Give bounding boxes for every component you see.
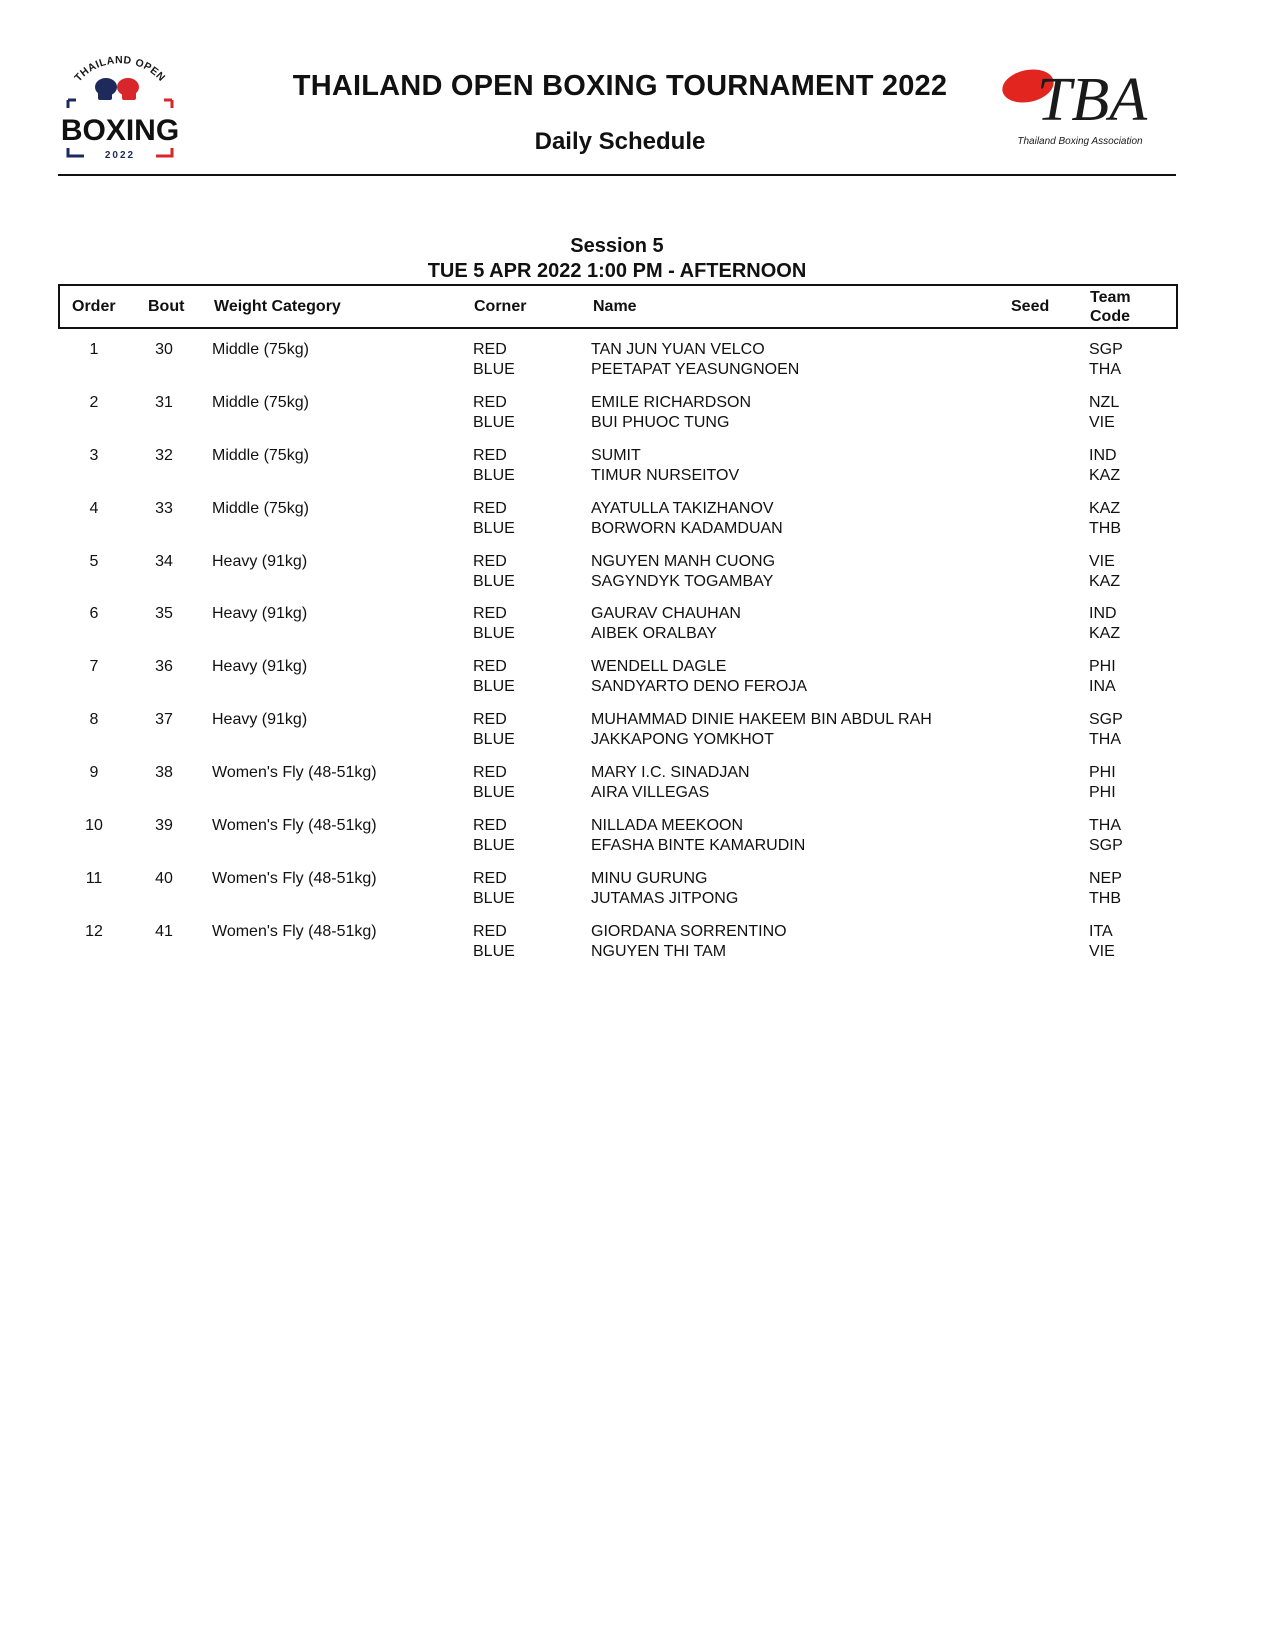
tba-letters: TBA (1036, 66, 1148, 134)
bout-number: 34 (155, 552, 173, 570)
bout-number: 39 (155, 817, 173, 835)
column-header-corner: Corner (474, 298, 527, 315)
bout-order: 8 (89, 711, 99, 729)
blue-team-code: SGP (1089, 837, 1123, 855)
red-boxer-name: AYATULLA TAKIZHANOV (591, 499, 774, 517)
logo-year: 2022 (104, 150, 136, 161)
red-boxer-name: TAN JUN YUAN VELCO (591, 341, 765, 358)
bout-row (58, 389, 1176, 442)
red-corner-label: RED (473, 552, 507, 570)
column-header-bout: Bout (148, 298, 185, 315)
bout-weight: Heavy (91kg) (212, 658, 308, 676)
blue-corner-label: BLUE (473, 413, 515, 431)
red-boxer-name: MUHAMMAD DINIE HAKEEM BIN ABDUL RAH (591, 711, 932, 729)
column-header-name: Name (593, 298, 637, 315)
bout-weight: Women's Fly (48-51kg) (212, 869, 377, 887)
red-corner-label: RED (473, 658, 507, 676)
column-header-seed: Seed (1011, 298, 1050, 315)
red-boxer-name: NGUYEN MANH CUONG (591, 552, 776, 570)
tba-caption: Thailand Boxing Association (1017, 136, 1143, 147)
red-boxer-name: NILLADA MEEKOON (591, 817, 744, 835)
blue-boxer-name: TIMUR NURSEITOV (591, 466, 740, 484)
bout-row (58, 495, 1176, 548)
red-boxer-name: GAURAV CHAUHAN (591, 605, 741, 623)
thailand-open-boxing-logo (60, 50, 180, 165)
blue-boxer-name: JAKKAPONG YOMKHOT (591, 731, 774, 749)
red-boxer-name: EMILE RICHARDSON (591, 393, 752, 411)
blue-team-code: KAZ (1089, 572, 1121, 590)
bout-row (58, 336, 1176, 389)
bout-order: 4 (89, 499, 99, 517)
bout-row (58, 653, 1176, 706)
blue-team-code: VIE (1089, 413, 1115, 431)
bout-number: 36 (155, 658, 173, 676)
red-team-code: VIE (1089, 552, 1115, 570)
red-boxer-name: SUMIT (591, 446, 641, 464)
bout-order: 7 (89, 658, 99, 676)
blue-corner-label: BLUE (473, 942, 515, 960)
bout-row (58, 548, 1176, 601)
bout-order: 9 (89, 764, 99, 782)
red-team-code: NZL (1089, 393, 1120, 411)
blue-team-code: VIE (1089, 942, 1115, 960)
bout-weight: Women's Fly (48-51kg) (212, 764, 377, 782)
red-boxer-name: MINU GURUNG (591, 869, 708, 887)
red-corner-label: RED (473, 922, 507, 940)
red-team-code: SGP (1089, 711, 1123, 729)
blue-team-code: THA (1089, 361, 1121, 378)
logo-word: BOXING (60, 114, 180, 147)
blue-team-code: PHI (1089, 784, 1116, 802)
bout-order: 5 (89, 552, 99, 570)
bout-number: 35 (155, 605, 173, 623)
bout-row (58, 442, 1176, 495)
session-date: TUE 5 APR 2022 1:00 PM - AFTERNOON (427, 260, 807, 282)
blue-corner-label: BLUE (473, 466, 515, 484)
column-header-weight-category: Weight Category (214, 298, 341, 315)
bout-weight: Heavy (91kg) (212, 711, 308, 729)
blue-corner-label: BLUE (473, 837, 515, 855)
bout-weight: Heavy (91kg) (212, 552, 308, 570)
blue-corner-label: BLUE (473, 625, 515, 643)
blue-corner-label: BLUE (473, 519, 515, 537)
blue-corner-label: BLUE (473, 361, 515, 378)
page-subtitle: Daily Schedule (534, 128, 706, 155)
blue-boxer-name: SAGYNDYK TOGAMBAY (591, 572, 774, 590)
blue-team-code: THB (1089, 889, 1121, 907)
blue-corner-label: BLUE (473, 731, 515, 749)
page-title: THAILAND OPEN BOXING TOURNAMENT 2022 (292, 70, 948, 102)
svg-text:THAILAND OPEN (72, 54, 167, 84)
red-corner-label: RED (473, 446, 507, 464)
red-corner-label: RED (473, 764, 507, 782)
red-team-code: IND (1089, 605, 1117, 623)
red-boxer-name: WENDELL DAGLE (591, 658, 727, 676)
blue-team-code: INA (1089, 678, 1116, 696)
logo-arc-text: THAILAND OPEN (72, 54, 168, 84)
column-header-order: Order (72, 298, 116, 315)
bout-row (58, 600, 1176, 653)
bout-order: 10 (85, 817, 103, 835)
bout-weight: Women's Fly (48-51kg) (212, 817, 377, 835)
bout-number: 40 (155, 869, 173, 887)
bout-weight: Middle (75kg) (212, 393, 309, 411)
blue-boxer-name: BUI PHUOC TUNG (591, 413, 730, 431)
bout-number: 37 (155, 711, 173, 729)
bout-number: 30 (155, 341, 173, 358)
bout-number: 38 (155, 764, 173, 782)
red-boxer-name: MARY I.C. SINADJAN (591, 764, 750, 782)
bout-weight: Middle (75kg) (212, 341, 309, 358)
bout-row (58, 918, 1176, 971)
column-header-team-code (1090, 288, 1150, 326)
red-team-code: NEP (1089, 869, 1122, 887)
header-divider (58, 174, 1176, 176)
blue-boxer-name: BORWORN KADAMDUAN (591, 519, 783, 537)
bout-weight: Middle (75kg) (212, 499, 309, 517)
bout-order: 12 (85, 922, 103, 940)
bout-weight: Heavy (91kg) (212, 605, 308, 623)
blue-team-code: THB (1089, 519, 1121, 537)
blue-boxer-name: AIRA VILLEGAS (591, 784, 710, 802)
blue-boxer-name: AIBEK ORALBAY (591, 625, 717, 643)
red-corner-label: RED (473, 341, 507, 358)
bout-row (58, 706, 1176, 759)
team-header-line2: Code (1090, 308, 1130, 325)
team-header-line1: Team (1090, 289, 1131, 306)
blue-team-code: THA (1089, 731, 1121, 749)
session-title: Session 5 (570, 235, 664, 257)
red-team-code: THA (1089, 817, 1121, 835)
red-team-code: PHI (1089, 658, 1116, 676)
red-team-code: ITA (1089, 922, 1113, 940)
blue-corner-label: BLUE (473, 678, 515, 696)
red-corner-label: RED (473, 869, 507, 887)
red-corner-label: RED (473, 711, 507, 729)
bout-row (58, 759, 1176, 812)
red-team-code: KAZ (1089, 499, 1121, 517)
bout-row (58, 812, 1176, 865)
red-team-code: SGP (1089, 341, 1123, 358)
blue-team-code: KAZ (1089, 625, 1121, 643)
blue-boxer-name: NGUYEN THI TAM (591, 942, 727, 960)
bout-number: 31 (155, 393, 173, 411)
bout-order: 6 (89, 605, 99, 623)
blue-team-code: KAZ (1089, 466, 1121, 484)
blue-corner-label: BLUE (473, 784, 515, 802)
boxing-gloves-icon (95, 78, 139, 100)
red-boxer-name: GIORDANA SORRENTINO (591, 922, 787, 940)
bout-order: 1 (89, 341, 99, 358)
bout-number: 33 (155, 499, 173, 517)
red-team-code: PHI (1089, 764, 1116, 782)
blue-corner-label: BLUE (473, 889, 515, 907)
bout-number: 32 (155, 446, 173, 464)
red-team-code: IND (1089, 446, 1117, 464)
tba-logo (1000, 64, 1160, 154)
blue-boxer-name: PEETAPAT YEASUNGNOEN (591, 361, 800, 378)
schedule-rows (58, 336, 1176, 971)
red-corner-label: RED (473, 605, 507, 623)
bout-row (58, 865, 1176, 918)
blue-boxer-name: EFASHA BINTE KAMARUDIN (591, 837, 806, 855)
bout-order: 3 (89, 446, 99, 464)
bout-weight: Women's Fly (48-51kg) (212, 922, 377, 940)
bout-order: 2 (89, 393, 99, 411)
schedule-table-header (58, 284, 1178, 329)
blue-corner-label: BLUE (473, 572, 515, 590)
blue-boxer-name: JUTAMAS JITPONG (591, 889, 739, 907)
bout-order: 11 (85, 869, 103, 887)
blue-boxer-name: SANDYARTO DENO FEROJA (591, 678, 808, 696)
bout-weight: Middle (75kg) (212, 446, 309, 464)
bout-number: 41 (155, 922, 173, 940)
red-corner-label: RED (473, 499, 507, 517)
red-corner-label: RED (473, 817, 507, 835)
red-corner-label: RED (473, 393, 507, 411)
